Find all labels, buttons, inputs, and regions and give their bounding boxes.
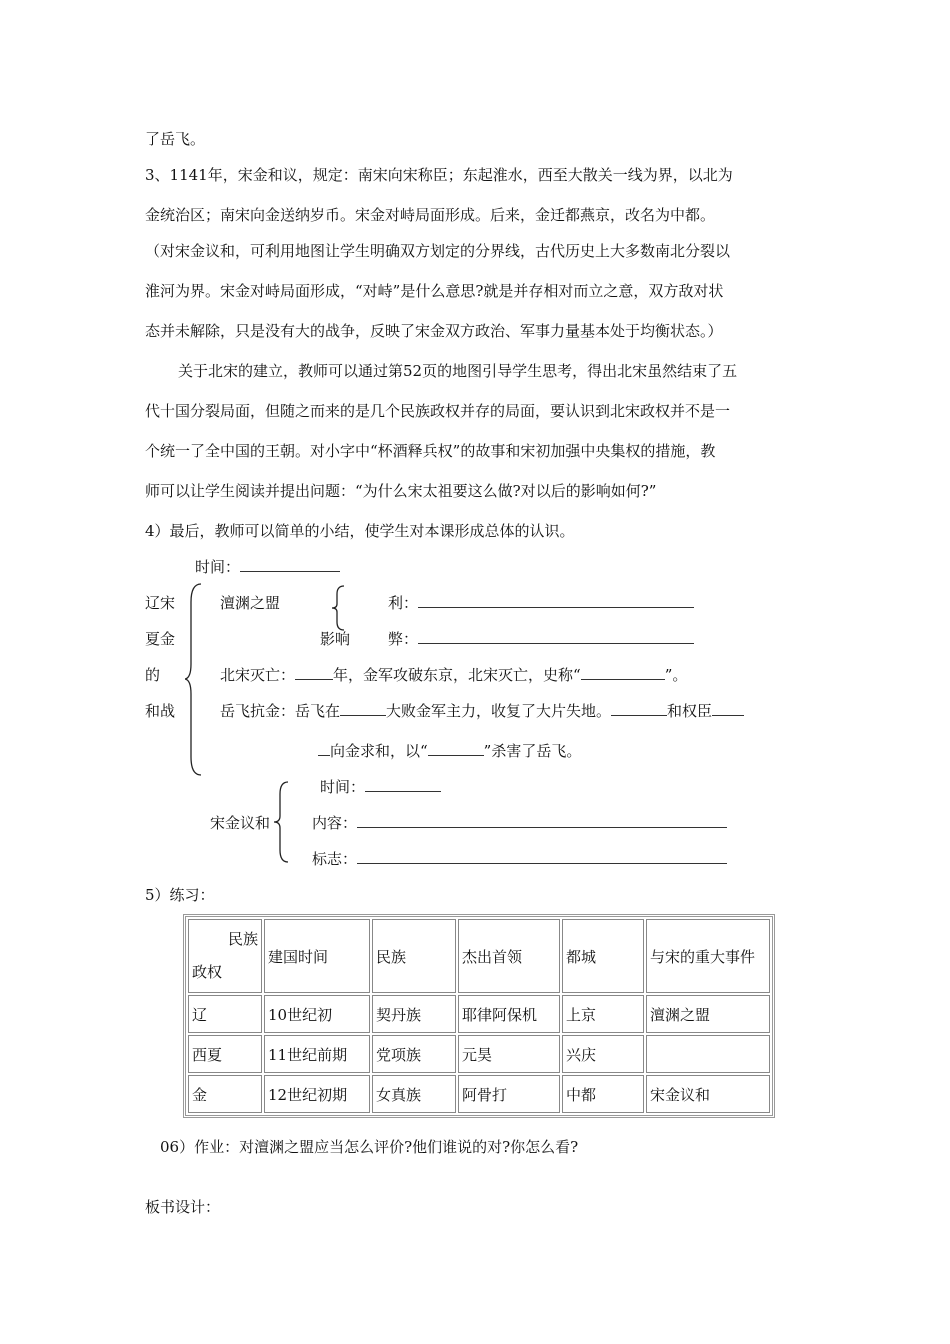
songjin-label: 宋金议和	[210, 814, 271, 832]
yuefei-line: 岳飞抗金：岳飞在 大败金军主力，收复了大片失地。 和权臣	[220, 700, 744, 721]
table-cell: 金	[188, 1075, 262, 1113]
table-row	[188, 1035, 770, 1073]
table-cell: 中都	[562, 1075, 644, 1113]
paragraph-line: 关于北宋的建立，教师可以通过第52页的地图引导学生思考，得出北宋虽然结束了五	[178, 362, 738, 380]
table-cell: 上京	[562, 995, 644, 1033]
header-cell: 建国时间	[264, 919, 370, 993]
paragraph-line: 了岳飞。	[145, 130, 206, 148]
table-cell: 契丹族	[372, 995, 456, 1033]
side-label: 辽宋	[145, 594, 176, 612]
paragraph-line: 代十国分裂局面，但随之而来的是几个民族政权并存的局面，要认识到北宋政权并不是一	[145, 402, 731, 420]
inner-brace	[330, 584, 346, 632]
table-cell: 女真族	[372, 1075, 456, 1113]
homework-line: 06）作业：对澶渊之盟应当怎么评价?他们谁说的对?你怎么看?	[160, 1138, 579, 1156]
header-cell: 杰出首领	[458, 919, 560, 993]
paragraph-line: 金统治区；南宋向金送纳岁币。宋金对峙局面形成。后来，金迁都燕京，改名为中都。	[145, 206, 716, 224]
corner-top: 民族	[227, 930, 258, 948]
beisong-line: 北宋灭亡： 年，金军攻破东京，北宋灭亡，史称“ ”。	[220, 666, 688, 684]
table-cell: 澶渊之盟	[646, 995, 770, 1033]
corner-cell	[188, 919, 262, 993]
paragraph-line: 师可以让学生阅读并提出问题：“为什么宋太祖要这么做?对以后的影响如何?”	[145, 482, 657, 500]
side-label: 和战	[145, 702, 176, 720]
sj-sign: 标志：	[312, 848, 727, 869]
songjin-brace	[272, 780, 290, 864]
exercise-title: 5）练习：	[145, 886, 215, 904]
left-brace	[185, 582, 205, 777]
table-header-row	[188, 919, 770, 993]
table-cell: 11世纪前期	[264, 1035, 370, 1073]
table-cell: 耶律阿保机	[458, 995, 560, 1033]
sj-content: 内容：	[312, 812, 727, 833]
paragraph-line: 3、1141年，宋金和议，规定：南宋向宋称臣；东起淮水，西至大散关一线为界，以北为	[145, 166, 733, 184]
table-cell: 党项族	[372, 1035, 456, 1073]
table-cell: 西夏	[188, 1035, 262, 1073]
yingxiang-label: 影响	[320, 630, 351, 648]
header-cell: 都城	[562, 919, 644, 993]
table-cell: 12世纪初期	[264, 1075, 370, 1113]
table-cell: 兴庆	[562, 1035, 644, 1073]
table-row	[188, 995, 770, 1033]
table-cell: 宋金议和	[646, 1075, 770, 1113]
table-cell: 辽	[188, 995, 262, 1033]
exercise-table	[183, 914, 775, 1118]
table-cell: 阿骨打	[458, 1075, 560, 1113]
li-label: 利：	[388, 592, 694, 613]
side-label: 的	[145, 666, 161, 684]
side-label: 夏金	[145, 630, 176, 648]
time-label: 时间：	[195, 556, 340, 577]
table-cell: 元昊	[458, 1035, 560, 1073]
paragraph-line: 4）最后，教师可以简单的小结，使学生对本课形成总体的认识。	[145, 522, 575, 540]
table-cell	[646, 1035, 770, 1073]
header-cell: 与宋的重大事件	[646, 919, 770, 993]
bi-label: 弊：	[388, 628, 694, 649]
board-design: 板书设计：	[145, 1198, 221, 1216]
paragraph-line: 个统一了全中国的王朝。对小字中“杯酒释兵权”的故事和宋初加强中央集权的措施，教	[145, 442, 716, 460]
chanyuan-label: 澶渊之盟	[220, 594, 281, 612]
sj-time: 时间：	[320, 776, 441, 797]
paragraph-line: 态并未解除，只是没有大的战争，反映了宋金双方政治、军事力量基本处于均衡状态。）	[145, 322, 723, 340]
table-row	[188, 1075, 770, 1113]
paragraph-line: （对宋金议和，可利用地图让学生明确双方划定的分界线，古代历史上大多数南北分裂以	[145, 242, 731, 260]
header-cell: 民族	[372, 919, 456, 993]
table-cell: 10世纪初	[264, 995, 370, 1033]
yuefei-line-2: 向金求和，以“ ”杀害了岳飞。	[318, 740, 581, 761]
corner-bottom: 政权	[192, 963, 223, 981]
paragraph-line: 淮河为界。宋金对峙局面形成，“对峙”是什么意思?就是并存相对而立之意，双方敌对状	[145, 282, 724, 300]
